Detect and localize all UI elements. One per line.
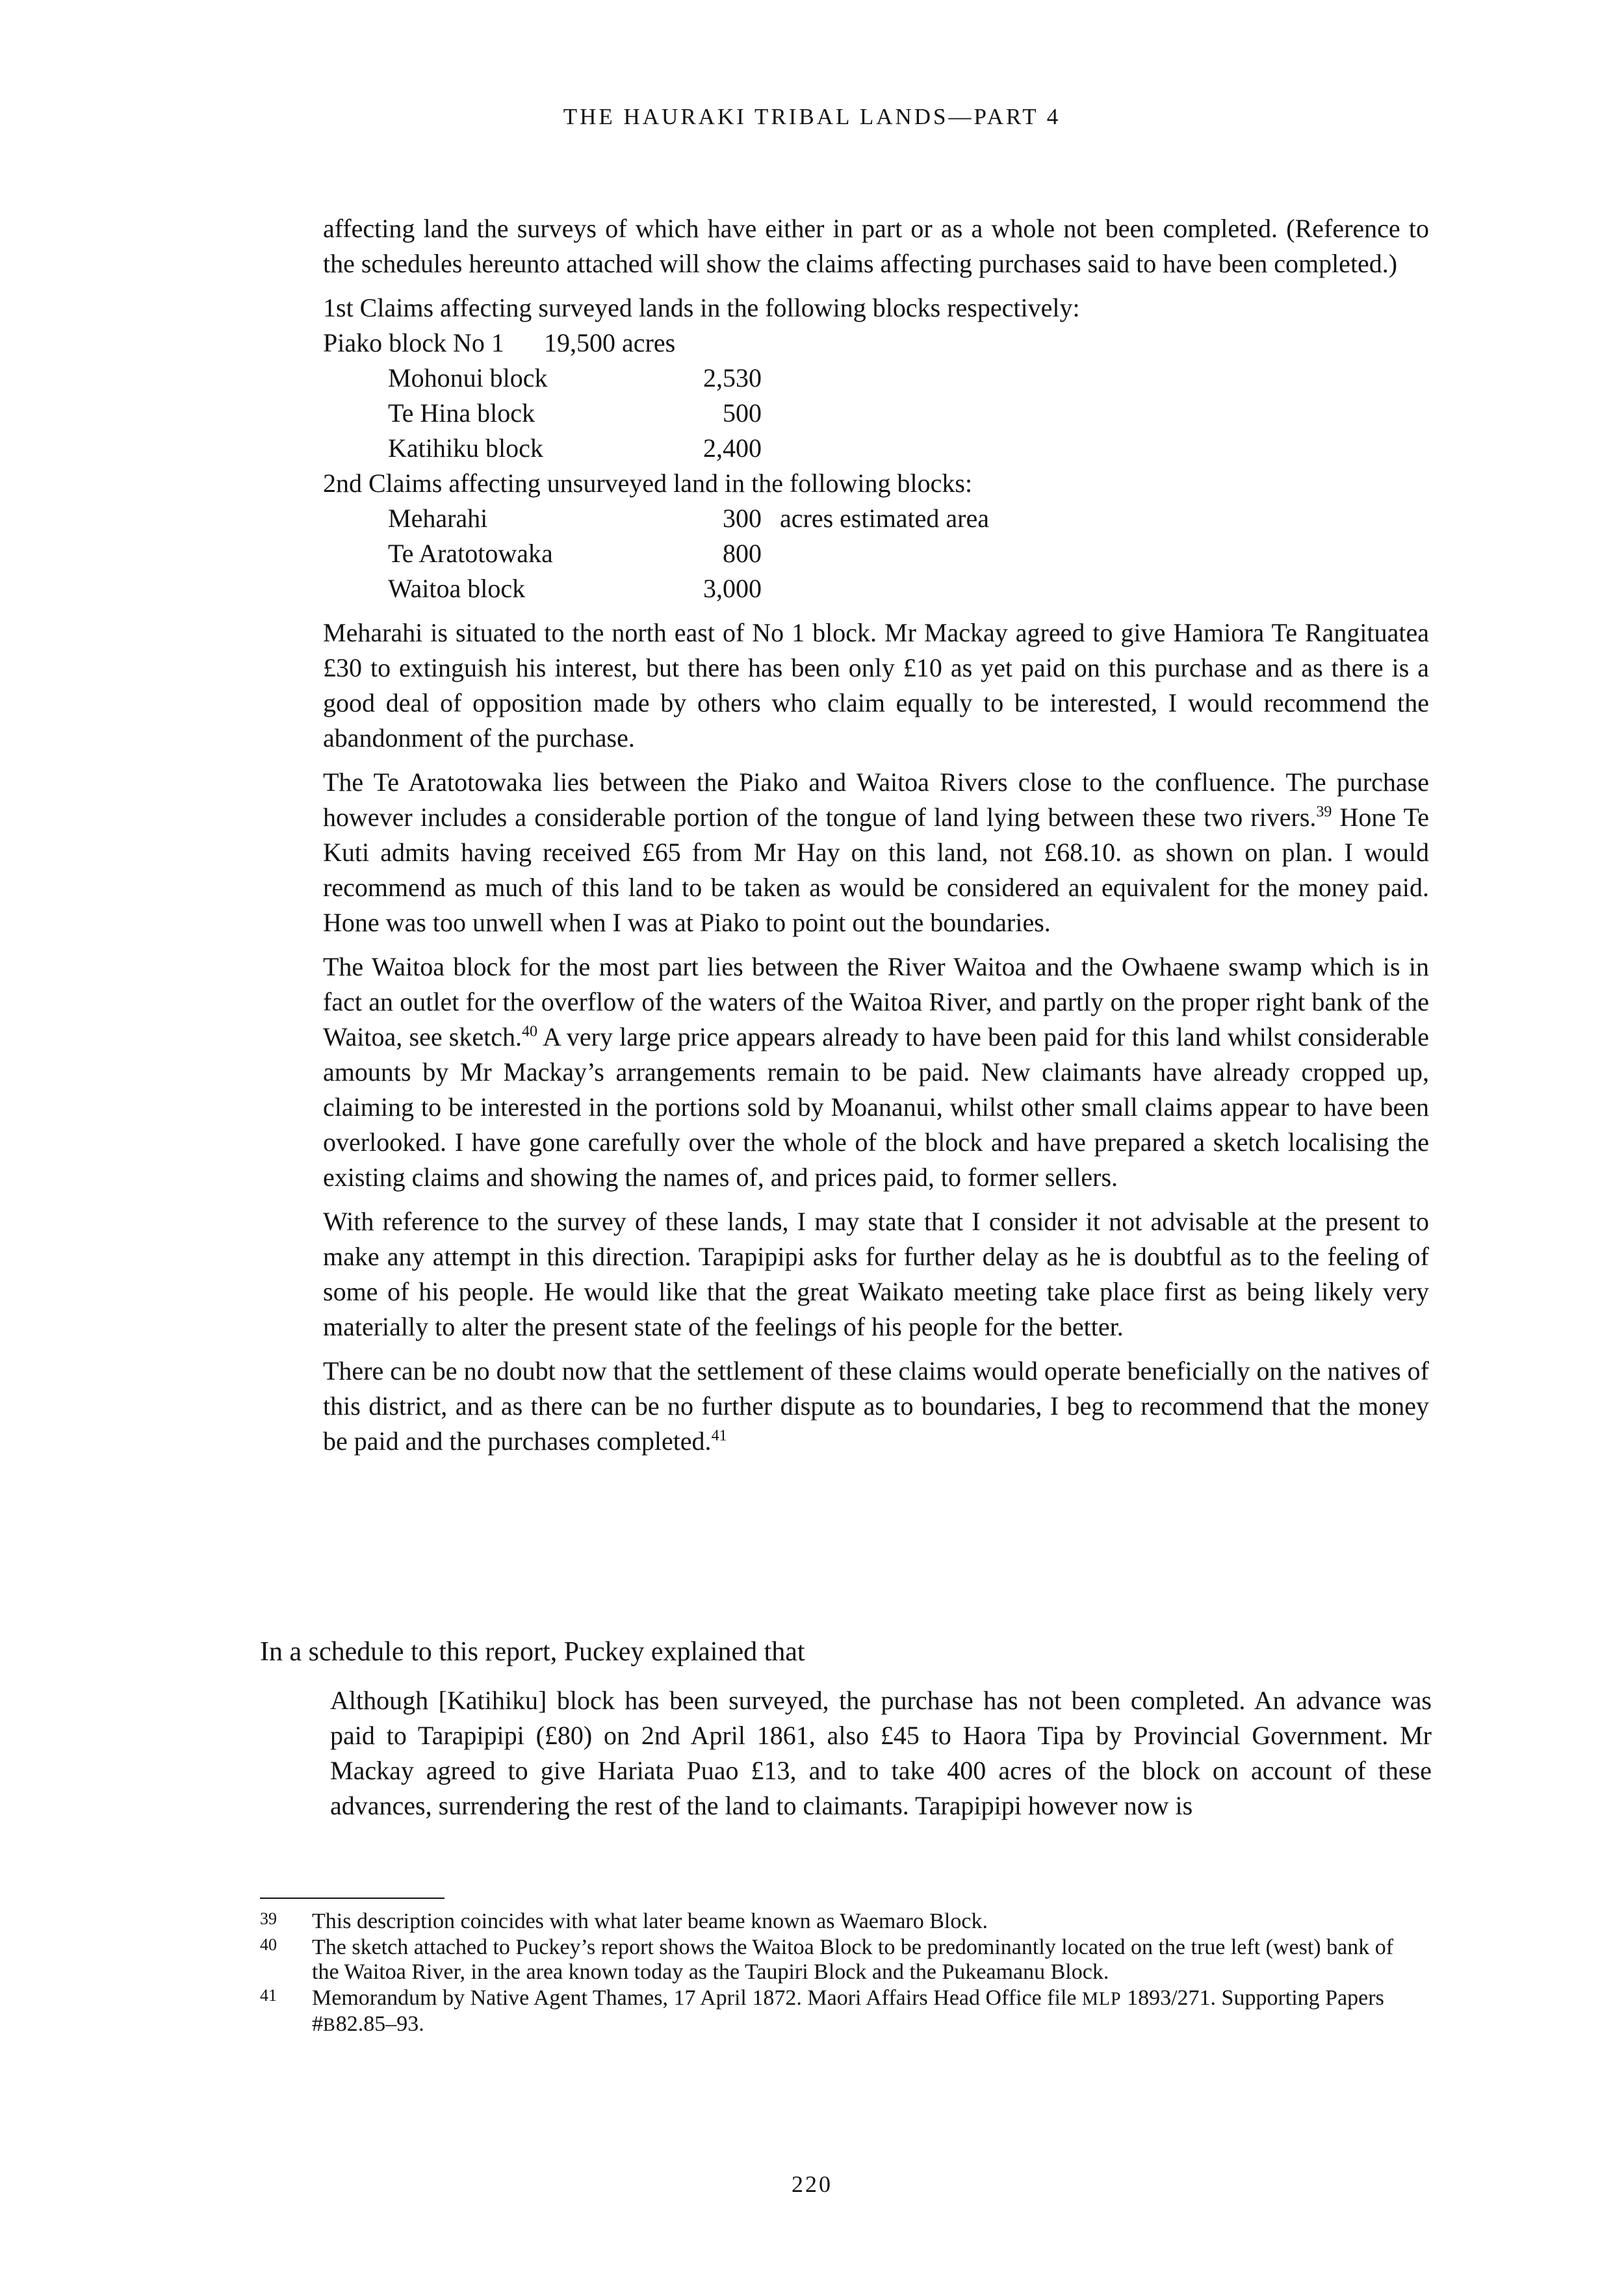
lead-in-sentence: In a schedule to this report, Puckey explained that bbox=[260, 1637, 805, 1667]
footnote-text-part: 1893/271. Supporting Papers # bbox=[312, 1986, 1384, 2036]
block-acreage: 2,400 bbox=[703, 433, 762, 463]
footnote-rule bbox=[260, 1898, 445, 1899]
paragraph-text: Hone Te Kuti admits having received £65 from Mr Hay on this land, not £68.10. as shown on plan. I would recommend as much of this land to be taken as would be considered an equivalent for the money paid. Hone was too unwell when I was at Piako to point out the boundaries. bbox=[323, 803, 1429, 937]
block-row bbox=[323, 536, 1429, 571]
block-row bbox=[323, 361, 1429, 396]
footnote-text bbox=[312, 1986, 1423, 2038]
footnote-39 bbox=[260, 1909, 1423, 1934]
paragraph-text: There can be no doubt now that the settlement of these claims would operate beneficially on the natives of this district, and as there can be no further dispute as to boundaries, I beg to recommend that the money be paid and the purchases completed. bbox=[323, 1356, 1429, 1456]
piako-block-name: Piako block No 1 bbox=[323, 328, 504, 357]
block-acreage: 2,530 bbox=[703, 363, 762, 393]
footnote-text: The sketch attached to Puckey’s report shows the Waitoa Block to be predominantly located on the true left (west) bank of the Waitoa River, in the area known today as the Taupiri Block and the Pukeamanu Block. bbox=[312, 1935, 1394, 1984]
block-row bbox=[323, 396, 1429, 431]
footnote-40 bbox=[260, 1935, 1423, 1985]
block-name: Te Hina block bbox=[388, 398, 535, 428]
quote-paragraph-meharahi: Meharahi is situated to the north east of No 1 block. Mr Mackay agreed to give Hamiora Te Rangituatea £30 to extinguish his interest, but there has been only £10 as yet paid on this purchase and as there is a good deal of opposition made by others who claim equally to be interested, I would recommend the abandonment of the purchase. bbox=[323, 618, 1429, 753]
footnote-number: 41 bbox=[260, 1986, 277, 2005]
block-row bbox=[323, 501, 1429, 536]
block-name: Meharahi bbox=[388, 504, 488, 533]
quote-paragraph-intro: affecting land the surveys of which have either in part or as a whole not been completed. (Reference to the schedules hereunto attached will show the claims affecting purchases said to have been completed.) bbox=[323, 214, 1429, 278]
block-acreage: 500 bbox=[723, 398, 762, 428]
block-acreage: 300 bbox=[723, 504, 762, 533]
footnote-number: 40 bbox=[260, 1935, 277, 1954]
quote-paragraph-survey: With reference to the survey of these lands, I may state that I consider it not advisable at the present to make any attempt in this direction. Tarapipipi asks for further delay as he is doubtful as to the feeling of some of his people. He would like that the great Waikato meeting take place first as being likely very materially to alter the present state of the feelings of his people for the better. bbox=[323, 1207, 1429, 1341]
running-header: THE HAURAKI TRIBAL LANDS—PART 4 bbox=[563, 104, 1061, 129]
quote-paragraph-aratotowaka bbox=[323, 765, 1429, 940]
block-row bbox=[323, 571, 1429, 606]
schedule-quotation: Although [Katihiku] block has been surveyed, the purchase has not been completed. An advance was paid to Tarapipipi (£80) on 2nd April 1861, also £45 to Haora Tipa by Provincial Government. Mr Mackay agreed to give Hariata Puao £13, and to take 400 acres of the block on account of these advances, surrendering the rest of the land to claimants. Tarapipipi however now is bbox=[330, 1686, 1432, 1820]
page-number: 220 bbox=[792, 2171, 832, 2197]
footnote-ref-39[interactable]: 39 bbox=[1316, 803, 1332, 821]
piako-block-row bbox=[323, 326, 1429, 361]
unsurveyed-claims-heading: 2nd Claims affecting unsurveyed land in the following blocks: bbox=[323, 469, 973, 498]
block-name: Te Aratotowaka bbox=[388, 539, 553, 568]
block-note: acres estimated area bbox=[780, 504, 990, 533]
paragraph-text: The Te Aratotowaka lies between the Piako and Waitoa Rivers close to the confluence. The purchase however includes a considerable portion of the tongue of land lying between these two rivers. bbox=[323, 767, 1429, 832]
footnote-text-part: Memorandum by Native Agent Thames, 17 April 1872. Maori Affairs Head Office file bbox=[312, 1986, 1083, 2010]
piako-block-value: 19,500 acres bbox=[544, 328, 676, 357]
block-name: Mohonui block bbox=[388, 363, 548, 393]
footnote-ref-41[interactable]: 41 bbox=[711, 1427, 727, 1445]
footnote-small-caps: B bbox=[323, 2015, 336, 2035]
surveyed-claims-heading: 1st Claims affecting surveyed lands in the following blocks respectively: bbox=[323, 293, 1080, 322]
report-quotation bbox=[323, 211, 1429, 1468]
quote-paragraph-doubt bbox=[323, 1354, 1429, 1459]
footnote-text: This description coincides with what later beame known as Waemaro Block. bbox=[312, 1909, 988, 1933]
paragraph-text: The Waitoa block for the most part lies between the River Waitoa and the Owhaene swamp which is in fact an outlet for the overflow of the waters of the Waitoa River, and partly on the proper right bank of the Waitoa, see sketch. bbox=[323, 952, 1429, 1051]
paragraph-text: A very large price appears already to have been paid for this land whilst considerable amounts by Mr Mackay’s arrangements remain to be paid. New claimants have already cropped up, claiming to be interested in the portions sold by Moananui, whilst other small claims appear to have been overlooked. I have gone carefully over the whole of the block and have prepared a sketch localising the existing claims and showing the names of, and prices paid, to former sellers. bbox=[323, 1022, 1429, 1192]
block-acreage: 800 bbox=[723, 539, 762, 568]
quote-paragraph-waitoa bbox=[323, 949, 1429, 1195]
block-name: Katihiku block bbox=[388, 433, 543, 463]
footnote-text-part: 82.85–93. bbox=[335, 2012, 424, 2036]
footnote-41 bbox=[260, 1986, 1423, 2038]
footnotes bbox=[260, 1909, 1423, 2039]
block-name: Waitoa block bbox=[388, 574, 526, 603]
block-acreage: 3,000 bbox=[703, 574, 762, 603]
footnote-ref-40[interactable]: 40 bbox=[521, 1023, 537, 1040]
footnote-small-caps: MLP bbox=[1082, 1989, 1122, 2009]
block-row bbox=[323, 431, 1429, 466]
footnote-number: 39 bbox=[260, 1909, 277, 1928]
